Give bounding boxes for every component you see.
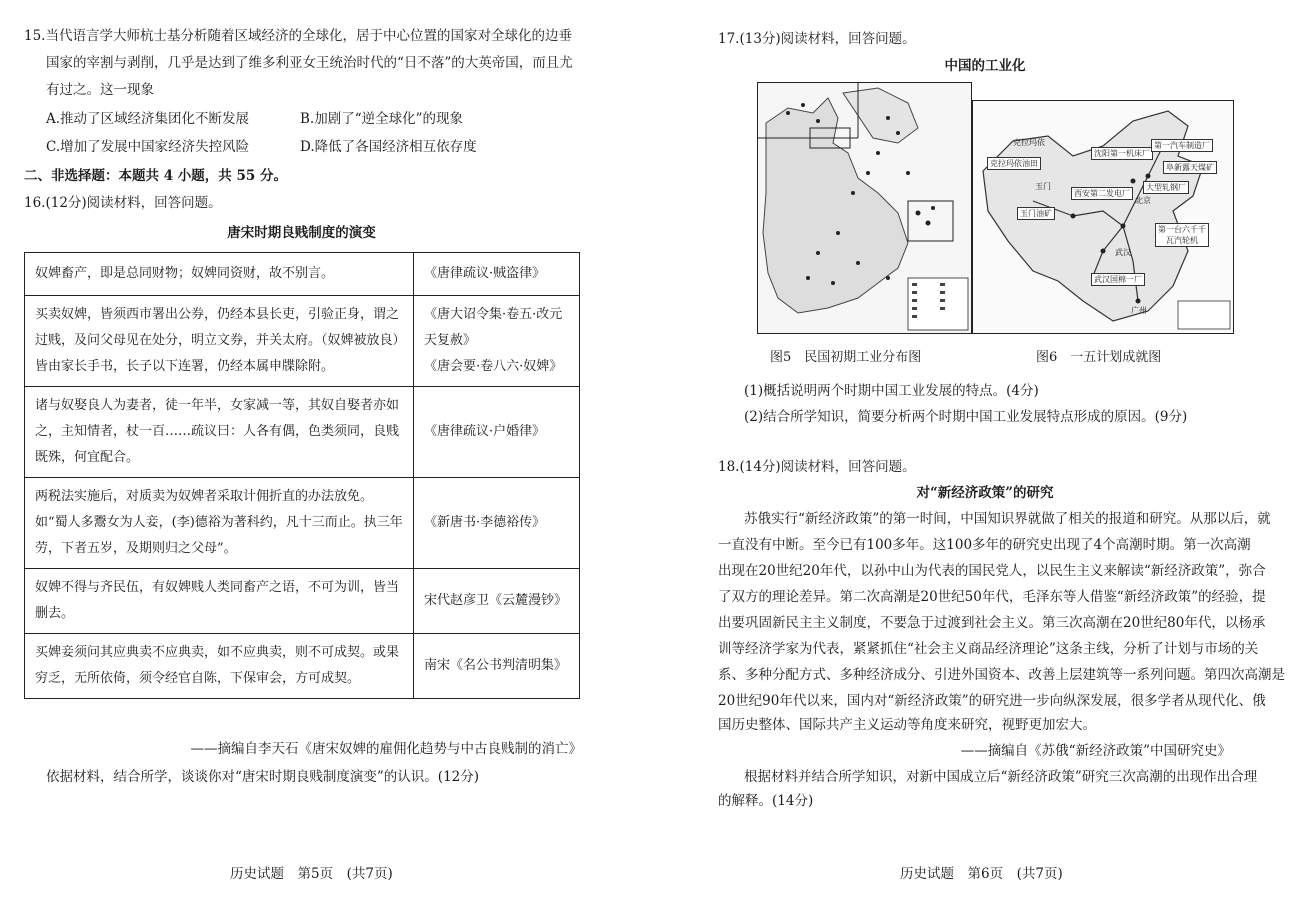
figure-5-map (757, 82, 972, 334)
left-page (0, 0, 640, 900)
source-text: 宋代赵彦卫《云麓漫钞》 (424, 593, 568, 608)
table-cell-source (414, 296, 580, 387)
table-cell-text: 买卖奴婢，皆须西市署出公券，仍经本县长吏，引验正身，谓之过贱，及问父母见在处分，明立文券，并关太府。（奴婢被放良）皆由家长手书，长子以下连署，仍经本属申牒除附。 (25, 296, 414, 387)
table-cell-text: 奴婢畜产，即是总同财物；奴婢同资财，故不别言。 (25, 253, 414, 296)
figure-6-caption: 图6 一五计划成就图 (1036, 350, 1162, 365)
source-text: 南宋《名公书判清明集》 (424, 658, 568, 673)
q18-intro: 18.(14分)阅读材料，回答问题。 (718, 459, 916, 475)
fig6-wuhan-cotton-mill: 武汉国棉一厂 (1091, 273, 1145, 286)
fig6-yumen-label: 玉门 (1035, 182, 1051, 191)
table-cell-source (414, 569, 580, 634)
fig6-beijing: 北京 (1135, 196, 1151, 205)
table-cell-text: 诸与奴娶良人为妻者，徒一年半，女家减一等，其奴自娶者亦如之，主知情者，杖一百……疏议曰：人各有偶，色类须同，良贱既殊，何宜配合。 (25, 387, 414, 478)
fig6-kelamayi-oilfield: 克拉玛依油田 (987, 157, 1041, 170)
right-page (660, 0, 1289, 900)
q18-para-line-9: 国历史整体、国际共产主义运动等角度来研究，视野更加宏大。 (718, 717, 1096, 733)
table-row (25, 478, 580, 569)
table-row (25, 634, 580, 699)
q18-para-line-1: 苏俄实行“新经济政策”的第一时间，中国知识界就做了相关的报道和研究。从那以后，就 (744, 511, 1271, 527)
page-footer: 历史试题 第6页 (共7页) (900, 866, 1063, 882)
table-cell-source (414, 478, 580, 569)
page-footer: 历史试题 第5页 (共7页) (230, 866, 393, 882)
fig6-guangzhou: 广州 (1131, 306, 1147, 315)
source-text: 《唐律疏议·贼盗律》 (424, 266, 546, 281)
fig6-first-turbine: 第一台六千千瓦汽轮机 (1155, 223, 1209, 247)
q15-option-d: D.降低了各国经济相互依存度 (300, 139, 477, 155)
q18-para-line-4: 了双方的理论差异。第二次高潮是20世纪50年代，毛泽东等人借鉴“新经济政策”的经验，提 (718, 589, 1266, 605)
q18-para-line-8: 20世纪90年代以来，国内对“新经济政策”的研究进一步向纵深发展，很多学者从现代化、俄 (718, 693, 1266, 709)
table-cell-source (414, 387, 580, 478)
q18-para-line-3: 出现在20世纪20年代，以孙中山为代表的国民党人，以民生主义来解读“新经济政策”，弥合 (718, 563, 1266, 579)
q15-line-1: 15.当代语言学大师杭士基分析随着区域经济的全球化，居于中心位置的国家对全球化的边垂 (24, 28, 572, 44)
table-cell-source (414, 634, 580, 699)
q18-para-line-6: 训等经济学家为代表，紧紧抓住“社会主义商品经济理论”这条主线，分析了计划与市场的关 (718, 641, 1259, 657)
q18-title: 对“新经济政策”的研究 (916, 485, 1054, 501)
table-cell-text: 买婢妾须问其应典卖不应典卖，如不应典卖，则不可成契。或果穷乏，无所依倚，须令经官自陈，下保审会，方可成契。 (25, 634, 414, 699)
figure-6-map (972, 100, 1234, 334)
table-row (25, 253, 580, 296)
figure-5-caption: 图5 民国初期工业分布图 (770, 350, 922, 365)
q17-subquestion-1: (1)概括说明两个时期中国工业发展的特点。(4分) (744, 383, 1039, 399)
figure-6-map-drawing (973, 101, 1233, 333)
fig6-xian-power-plant: 西安第二发电厂 (1071, 187, 1133, 200)
q17-intro: 17.(13分)阅读材料，回答问题。 (718, 31, 916, 47)
q15-option-b: B.加剧了“逆全球化”的现象 (300, 111, 464, 127)
q18-para-line-2: 一直没有中断。至今已有100多年。这100多年的研究史出现了4个高潮时期。第一次高潮 (718, 537, 1251, 553)
q17-subquestion-2: (2)结合所学知识，简要分析两个时期中国工业发展特点形成的原因。(9分) (744, 409, 1188, 425)
q18-para-line-5: 出要巩固新民主主义制度，不要急于过渡到社会主义。第三次高潮在20世纪80年代，以杨承 (718, 615, 1266, 631)
q18-question-line-1: 根据材料并结合所学知识，对新中国成立后“新经济政策”研究三次高潮的出现作出合理 (744, 769, 1258, 785)
table-cell-text: 奴婢不得与齐民伍，有奴婢贱人类同畜产之语，不可为训，皆当删去。 (25, 569, 414, 634)
fig6-fuxin-coal-mine: 阜新露天煤矿 (1163, 161, 1217, 174)
fig6-kelamayi-label: 克拉玛依 (1013, 138, 1045, 147)
table-cell-text: 两税法实施后，对质卖为奴婢者采取计佣折直的办法放免。如“蜀人多鬻女为人妾，(李)德裕为著科约，凡十三而止。执三年劳，下者五岁，及期则归之父母”。 (25, 478, 414, 569)
q17-title: 中国的工业化 (944, 58, 1026, 74)
q18-citation: ——摘编自《苏俄“新经济政策”中国研究史》 (960, 743, 1231, 759)
fig6-steel-rolling-mill: 大型轧钢厂 (1143, 181, 1189, 194)
q16-title: 唐宋时期良贱制度的演变 (227, 225, 376, 241)
table-row (25, 296, 580, 387)
fig6-wuhan: 武汉 (1115, 248, 1131, 257)
table-row (25, 569, 580, 634)
q18-para-line-7: 系、多种分配方式、多种经济成分、引进外国资本、改善上层建筑等一系列问题。第四次高潮是 (718, 667, 1285, 683)
q16-intro: 16.(12分)阅读材料，回答问题。 (24, 195, 222, 211)
source-text: 《唐律疏议·户婚律》 (424, 424, 546, 439)
fig6-shenyang-machine-factory: 沈阳第一机床厂 (1091, 147, 1153, 160)
source-text: 《新唐书·李德裕传》 (424, 515, 546, 530)
fig6-yumen-oilmine: 玉门油矿 (1017, 207, 1055, 220)
source-text: 《唐大诏令集·卷五·改元天复赦》 (424, 307, 563, 348)
q18-question-line-2: 的解释。(14分) (718, 793, 814, 809)
q15-line-3: 有过之。这一现象 (46, 82, 154, 98)
fig6-first-auto-factory: 第一汽车制造厂 (1151, 139, 1213, 152)
table-row (25, 387, 580, 478)
liang-jian-table (24, 252, 580, 699)
q15-option-a: A.推动了区域经济集团化不断发展 (46, 111, 250, 127)
q15-option-c: C.增加了发展中国家经济失控风险 (46, 139, 250, 155)
figure-5-map-drawing (758, 83, 971, 333)
q16-question: 依据材料，结合所学，谈谈你对“唐宋时期良贱制度演变”的认识。(12分) (46, 769, 480, 785)
source-text: 《唐会要·卷八六·奴婢》 (424, 359, 563, 374)
table-cell-source (414, 253, 580, 296)
section-2-heading: 二、非选择题：本题共 4 小题，共 55 分。 (24, 168, 287, 184)
q15-line-2: 国家的宰割与剥削，几乎是达到了维多利亚女王统治时代的“日不落”的大英帝国，而且尤 (46, 55, 573, 71)
q16-citation: ——摘编自李天石《唐宋奴婢的雇佣化趋势与中古良贱制的消亡》 (190, 741, 582, 757)
